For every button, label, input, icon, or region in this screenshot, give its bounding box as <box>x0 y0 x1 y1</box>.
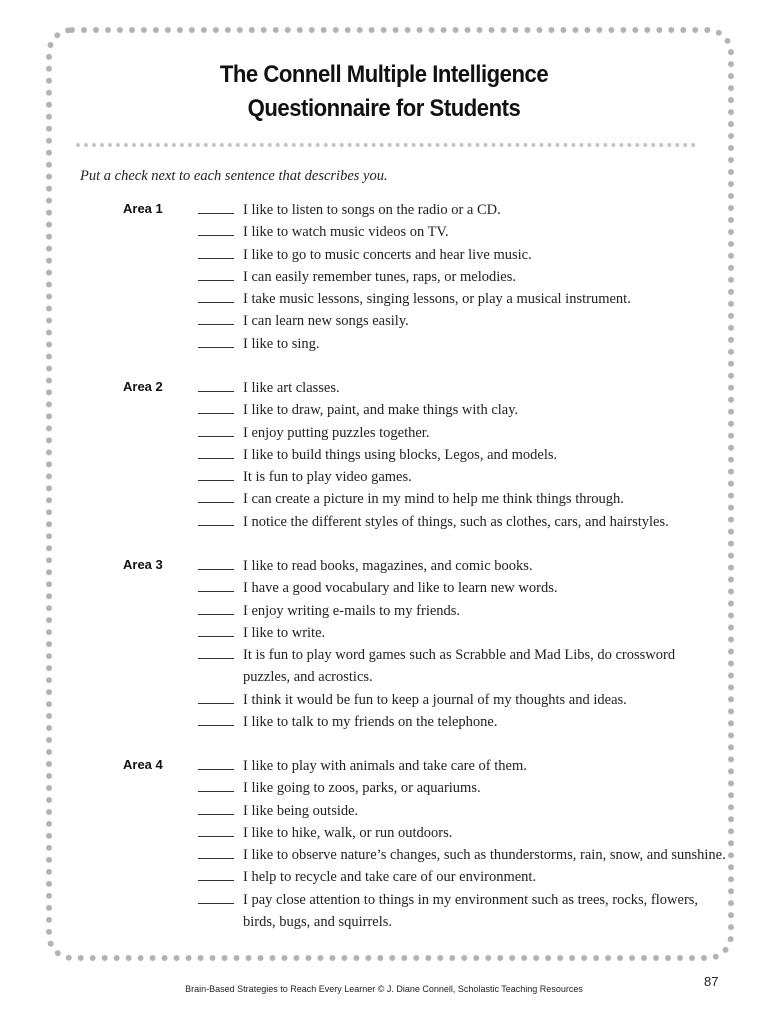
area-label: Area 4 <box>123 757 163 772</box>
check-blank[interactable] <box>198 658 234 659</box>
check-blank[interactable] <box>198 324 234 325</box>
list-item: I like to listen to songs on the radio or a CD. <box>0 199 768 221</box>
check-blank[interactable] <box>198 836 234 837</box>
list-item: It is fun to play video games. <box>0 466 768 488</box>
area-4-section <box>0 755 768 933</box>
check-blank[interactable] <box>198 703 234 704</box>
list-item: I can easily remember tunes, raps, or melodies. <box>0 266 768 288</box>
list-item: I pay close attention to things in my environment such as trees, rocks, flowers, birds, bugs, and squirrels. <box>0 889 768 934</box>
area-label: Area 3 <box>123 557 163 572</box>
list-item: I have a good vocabulary and like to learn new words. <box>0 577 768 599</box>
check-blank[interactable] <box>198 791 234 792</box>
list-item: I like to write. <box>0 622 768 644</box>
area-3-section <box>0 555 768 733</box>
check-blank[interactable] <box>198 436 234 437</box>
page-number: 87 <box>704 974 719 989</box>
list-item: I like to draw, paint, and make things with clay. <box>0 399 768 421</box>
list-item: I like to hike, walk, or run outdoors. <box>0 822 768 844</box>
list-item: I like to sing. <box>0 333 768 355</box>
list-item: I can create a picture in my mind to help me think things through. <box>0 488 768 510</box>
check-blank[interactable] <box>198 280 234 281</box>
check-blank[interactable] <box>198 769 234 770</box>
check-blank[interactable] <box>198 725 234 726</box>
list-item: I like to watch music videos on TV. <box>0 221 768 243</box>
list-item: I like to read books, magazines, and comic books. <box>0 555 768 577</box>
list-item: I like to talk to my friends on the telephone. <box>0 711 768 733</box>
list-item: It is fun to play word games such as Scrabble and Mad Libs, do crossword puzzles, and acrostics. <box>0 644 768 689</box>
list-item: I like going to zoos, parks, or aquariums. <box>0 777 768 799</box>
list-item: I help to recycle and take care of our environment. <box>0 866 768 888</box>
list-item: I think it would be fun to keep a journal of my thoughts and ideas. <box>0 689 768 711</box>
check-blank[interactable] <box>198 525 234 526</box>
check-blank[interactable] <box>198 569 234 570</box>
list-item: I like art classes. <box>0 377 768 399</box>
check-blank[interactable] <box>198 458 234 459</box>
instruction-text: Put a check next to each sentence that describes you. <box>80 168 388 184</box>
check-blank[interactable] <box>198 302 234 303</box>
footer-credit: Brain-Based Strategies to Reach Every Learner © J. Diane Connell, Scholastic Teaching Resources <box>185 984 583 994</box>
list-item: I notice the different styles of things, such as clothes, cars, and hairstyles. <box>0 511 768 533</box>
check-blank[interactable] <box>198 880 234 881</box>
area-label: Area 1 <box>123 201 163 216</box>
list-item: I take music lessons, singing lessons, or play a musical instrument. <box>0 288 768 310</box>
check-blank[interactable] <box>198 636 234 637</box>
list-item: I like to observe nature’s changes, such as thunderstorms, rain, snow, and sunshine. <box>0 844 768 866</box>
check-blank[interactable] <box>198 614 234 615</box>
title-line-1: The Connell Multiple Intelligence <box>219 61 549 88</box>
check-blank[interactable] <box>198 413 234 414</box>
check-blank[interactable] <box>198 814 234 815</box>
check-blank[interactable] <box>198 480 234 481</box>
dotted-divider <box>76 143 696 147</box>
check-blank[interactable] <box>198 391 234 392</box>
check-blank[interactable] <box>198 347 234 348</box>
area-1-section <box>0 199 768 355</box>
check-blank[interactable] <box>198 903 234 904</box>
page-title <box>31 58 738 126</box>
list-item: I can learn new songs easily. <box>0 310 768 332</box>
list-item: I like to go to music concerts and hear live music. <box>0 244 768 266</box>
check-blank[interactable] <box>198 858 234 859</box>
list-item: I like to build things using blocks, Legos, and models. <box>0 444 768 466</box>
list-item: I enjoy writing e-mails to my friends. <box>0 600 768 622</box>
check-blank[interactable] <box>198 213 234 214</box>
title-line-2: Questionnaire for Students <box>247 95 521 122</box>
area-label: Area 2 <box>123 379 163 394</box>
list-item: I like to play with animals and take care of them. <box>0 755 768 777</box>
list-item: I like being outside. <box>0 800 768 822</box>
check-blank[interactable] <box>198 235 234 236</box>
check-blank[interactable] <box>198 258 234 259</box>
area-2-section <box>0 377 768 533</box>
list-item: I enjoy putting puzzles together. <box>0 422 768 444</box>
check-blank[interactable] <box>198 502 234 503</box>
check-blank[interactable] <box>198 591 234 592</box>
